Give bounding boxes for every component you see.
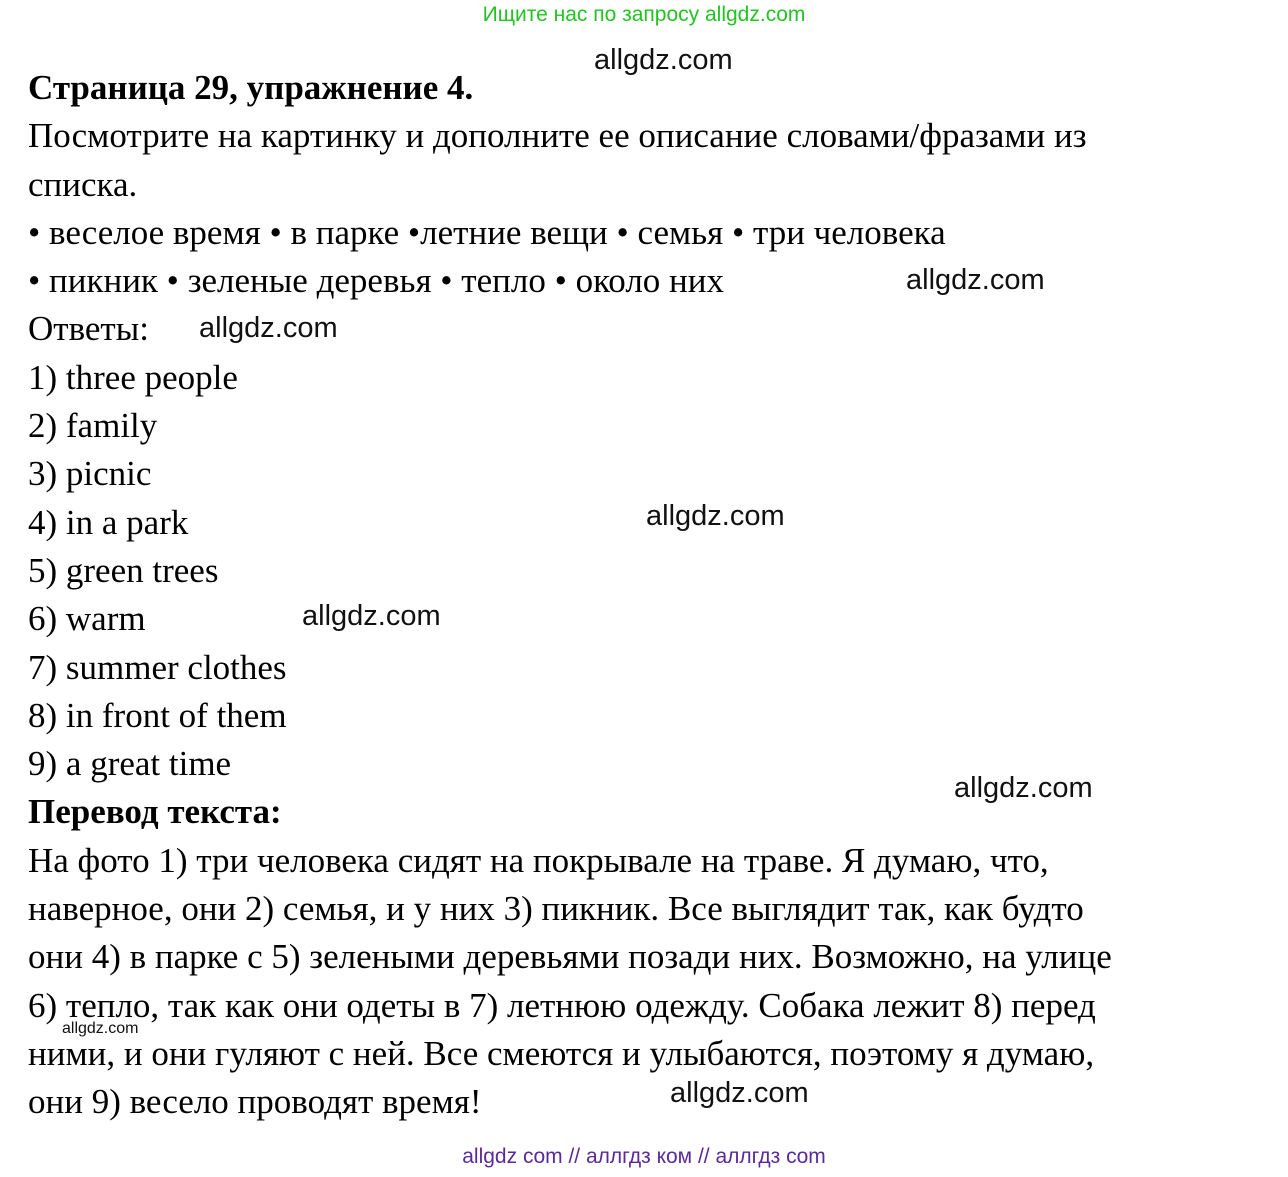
watermark: allgdz.com	[954, 772, 1093, 804]
footer-links: allgdz com // аллгдз ком // аллгдз com	[462, 1145, 826, 1168]
answers-label: Ответы:	[28, 309, 149, 349]
answer-item: 1) three people	[28, 357, 238, 397]
watermark: allgdz.com	[62, 1020, 139, 1037]
watermark: allgdz.com	[646, 500, 785, 532]
watermark: allgdz.com	[302, 600, 441, 632]
translation-line: 6) тепло, так как они одеты в 7) летнюю одежду. Собака лежит 8) перед	[28, 985, 1096, 1025]
answer-item: 6) warm	[28, 599, 146, 639]
instruction-line-1: Посмотрите на картинку и дополните ее описание словами/фразами из	[28, 116, 1087, 156]
answer-item: 7) summer clothes	[28, 647, 287, 687]
watermark: allgdz.com	[199, 312, 338, 344]
search-banner: Ищите нас по запросу allgdz.com	[482, 3, 806, 26]
watermark: allgdz.com	[906, 264, 1045, 296]
watermark: allgdz.com	[594, 44, 733, 76]
translation-line: На фото 1) три человека сидят на покрывале на траве. Я думаю, что,	[28, 840, 1049, 880]
translation-line: наверное, они 2) семья, и у них 3) пикник. Все выглядит так, как будто	[28, 889, 1084, 929]
document-body	[28, 64, 1268, 1127]
watermark: allgdz.com	[670, 1077, 809, 1109]
word-list-line-1: • веселое время • в парке •летние вещи • семья • три человека	[28, 212, 946, 252]
translation-heading: Перевод текста:	[28, 792, 282, 832]
answer-item: 8) in front of them	[28, 695, 287, 735]
answer-item: 9) a great time	[28, 744, 232, 784]
page-title: Страница 29, упражнение 4.	[28, 68, 474, 107]
translation-line: они 9) весело проводят время!	[28, 1082, 482, 1122]
answer-item: 4) in a park	[28, 502, 189, 542]
instruction-line-2: списка.	[28, 164, 138, 204]
answer-item: 5) green trees	[28, 550, 219, 590]
translation-line: они 4) в парке с 5) зелеными деревьями позади них. Возможно, на улице	[28, 937, 1112, 977]
word-list-line-2: • пикник • зеленые деревья • тепло • около них	[28, 261, 725, 301]
answer-item: 2) family	[28, 406, 158, 446]
translation-line: ними, и они гуляют с ней. Все смеются и улыбаются, поэтому я думаю,	[28, 1033, 1095, 1073]
answer-item: 3) picnic	[28, 454, 152, 494]
